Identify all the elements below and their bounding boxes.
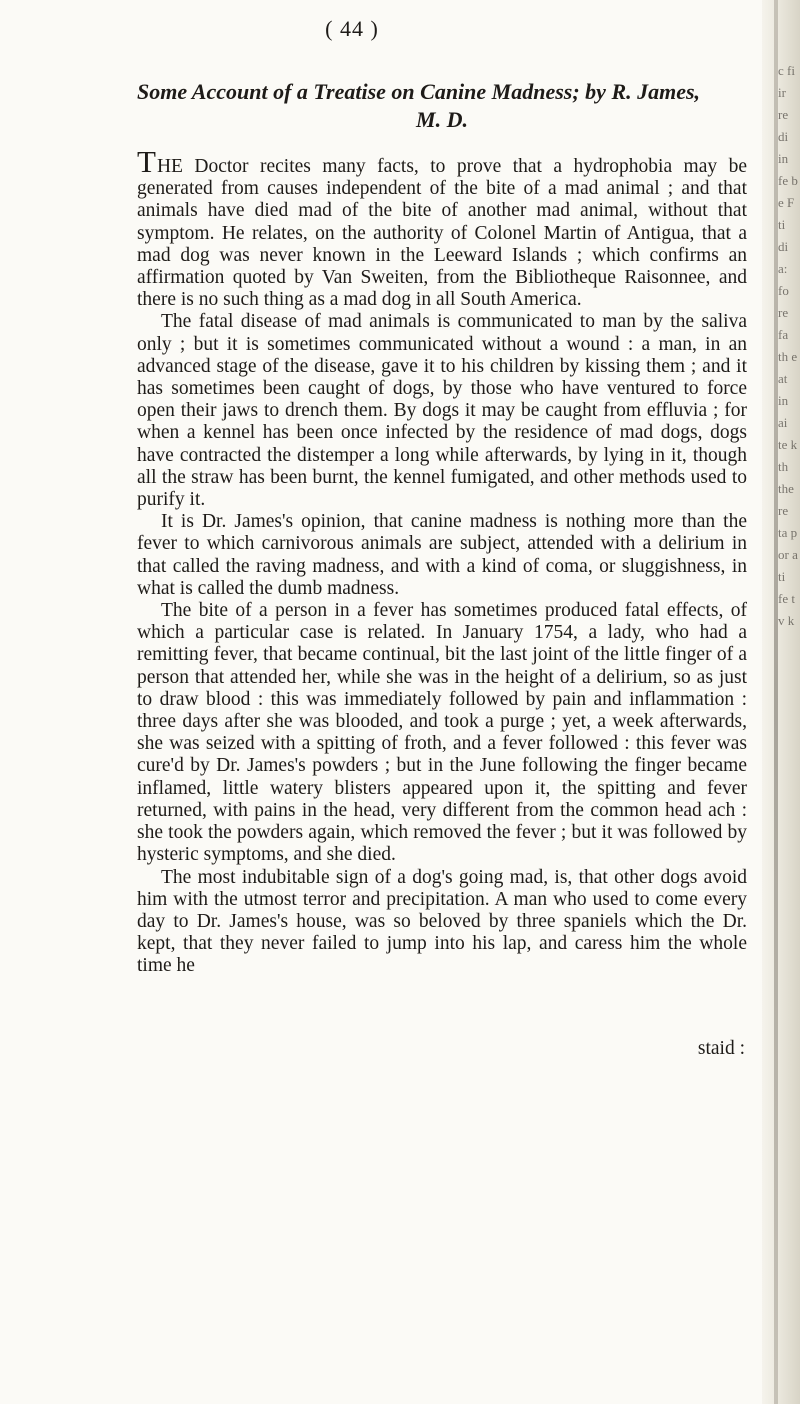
paragraph-1 bbox=[137, 144, 747, 311]
facing-page-fragments: c fi ir re di in fe b e F ti di a: fo re fa th e at in ai te k th the re ta p or a ti fe t v k bbox=[778, 63, 798, 628]
paragraph-4: The bite of a person in a fever has sometimes produced fatal effects, of which a particular case is related. In January 1754, a lady, who had a remitting fever, that became continual, bit the last joint of the little finger of a person that attended her, while she was in the height of a delirium, so as just to draw blood : this was immediately followed by pain and inflammation : three days after she was blooded, and took a purge ; yet, a week afterwards, she was seized with a spitting of froth, and a fever followed : this fever was cure'd by Dr. James's powders ; but in the June following the finger became inflamed, little watery blisters appeared upon it, the spitting and fever returned, with pains in the head, very different from the common head ach : she took the powders again, which removed the fever ; but it was followed by hysteric symptoms, and she died. bbox=[137, 600, 747, 866]
page-number: ( 44 ) bbox=[325, 16, 379, 41]
paragraph-1-text: HE Doctor recites many facts, to prove that a hydrophobia may be generated from causes independent of the bite of a mad animal ; and that animals have died mad of the bite of another mad animal, without that symptom. He relates, on the authority of Colonel Martin of Antigua, that a mad dog was never known in the Leeward Islands ; which confirms an affirmation quoted by Van Sweiten, from the Bibliotheque Raisonnee, and there is no such thing as a mad dog in all South America. bbox=[137, 156, 747, 311]
article-body bbox=[137, 144, 747, 978]
heading-line-1: Some Account of a Treatise on Canine Madness; by R. James, bbox=[137, 79, 701, 104]
paragraph-2: The fatal disease of mad animals is communicated to man by the saliva only ; but it is sometimes communicated without a wound : a man, in an advanced stage of the disease, gave it to his children by kissing them ; and it has sometimes been caught of dogs, by those who have ventured to force open their jaws to drench them. By dogs it may be caught from effluvia ; for when a kennel has been once infected by the residence of mad dogs, dogs have contracted the distemper a long while afterwards, by lying in it, though all the straw has been burnt, the kennel fumigated, and other methods used to purify it. bbox=[137, 311, 747, 511]
paragraph-5: The most indubitable sign of a dog's going mad, is, that other dogs avoid him with the utmost terror and precipitation. A man who used to come every day to Dr. James's house, was so beloved by three spaniels which the Dr. kept, that they never failed to jump into his lap, and caress him the whole time he bbox=[137, 866, 747, 977]
paragraph-3: It is Dr. James's opinion, that canine madness is nothing more than the fever to which carnivorous animals are subject, attended with a delirium in that called the raving madness, and with a kind of coma, or sluggishness, in what is called the dumb madness. bbox=[137, 511, 747, 599]
heading-line-2: M. D. bbox=[416, 107, 468, 132]
catchword: staid : bbox=[697, 1038, 745, 1059]
article-heading bbox=[137, 78, 747, 134]
facing-page-edge bbox=[762, 0, 800, 1404]
book-page bbox=[52, 0, 757, 1404]
drop-cap: T bbox=[137, 144, 156, 179]
